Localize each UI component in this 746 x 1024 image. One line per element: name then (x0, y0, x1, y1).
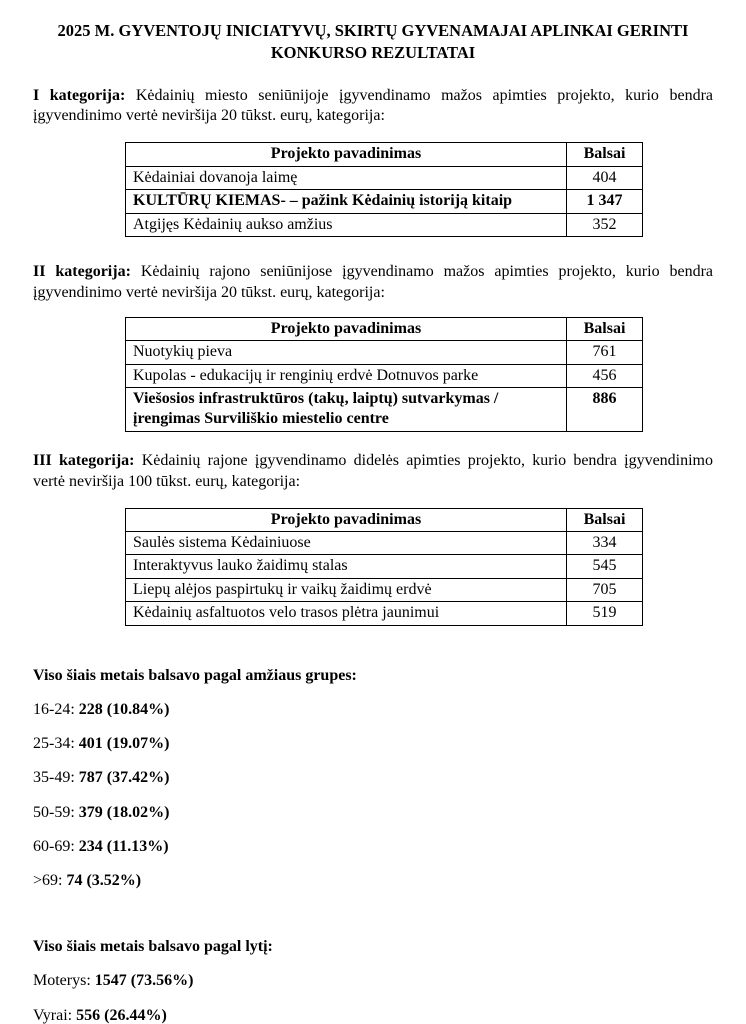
age-stat-label: 50-59: (33, 803, 75, 821)
project-name-cell: Saulės sistema Kėdainiuose (126, 532, 567, 555)
age-stat-value: 234 (11.13%) (78, 837, 169, 855)
table-row (126, 364, 643, 387)
votes-cell: 545 (567, 555, 643, 578)
section-2-paragraph (33, 262, 713, 304)
age-stat-value: 74 (3.52%) (66, 872, 142, 889)
project-name-cell: Kėdainiai dovanoja laimę (126, 166, 567, 189)
results-table-category-1 (125, 142, 643, 237)
table-row-winner (126, 388, 643, 432)
age-stats-heading: Viso šiais metais balsavo pagal amžiaus grupes: (33, 666, 357, 684)
table-row (126, 578, 643, 601)
table-header-row (126, 317, 643, 340)
column-header-votes: Balsai (567, 317, 643, 340)
gender-stat-label: Moterys: (33, 972, 91, 990)
section-2-label: II kategorija: (33, 263, 131, 280)
column-header-votes: Balsai (567, 508, 643, 531)
votes-cell: 705 (567, 578, 643, 601)
age-stat-value: 787 (37.42%) (78, 769, 170, 787)
gender-stat-value: 556 (26.44%) (76, 1006, 167, 1024)
votes-cell: 886 (567, 388, 643, 432)
gender-stats-heading: Viso šiais metais balsavo pagal lytį: (33, 938, 273, 956)
age-stat-label: >69: (33, 872, 63, 889)
age-stat-line-16-24 (33, 700, 713, 719)
section-1-text: Kėdainių miesto seniūnijoje įgyvendinamo mažos apimties projekto, kurio bendra įgyvendinimo vertė neviršija 20 tūkst. eurų, kategorija: (33, 86, 713, 125)
column-header-project-name: Projekto pavadinimas (126, 508, 567, 531)
results-table-category-3 (125, 508, 643, 626)
project-name-cell: Atgijęs Kėdainių aukso amžius (126, 213, 567, 236)
section-1-paragraph (33, 86, 713, 128)
column-header-project-name: Projekto pavadinimas (126, 317, 567, 340)
age-stat-value: 379 (18.02%) (78, 803, 170, 821)
age-stat-line-35-49 (33, 768, 713, 787)
votes-cell: 761 (567, 341, 643, 364)
votes-cell: 334 (567, 532, 643, 555)
votes-cell: 352 (567, 213, 643, 236)
project-name-cell: Viešosios infrastruktūros (takų, laiptų) sutvarkymas / įrengimas Surviliškio miestelio centre (126, 388, 567, 432)
age-stat-label: 60-69: (33, 837, 75, 855)
table-row-winner (126, 190, 643, 213)
gender-stat-value: 1547 (73.56%) (94, 972, 194, 990)
votes-cell: 456 (567, 364, 643, 387)
age-stat-label: 35-49: (33, 769, 75, 787)
project-name-cell: Interaktyvus lauko žaidimų stalas (126, 555, 567, 578)
section-2-text: Kėdainių rajono seniūnijose įgyvendinamo mažos apimties projekto, kurio bendra įgyvendinimo vertė neviršija 20 tūkst. eurų, kategorija: (33, 263, 714, 301)
table-row (126, 602, 643, 625)
votes-cell: 404 (567, 166, 643, 189)
age-stat-line-50-59 (33, 803, 713, 822)
gender-stat-line-men (33, 1006, 713, 1024)
age-stat-line-25-34 (33, 734, 713, 753)
table-row (126, 555, 643, 578)
project-name-cell: Liepų alėjos paspirtukų ir vaikų žaidimų erdvė (126, 578, 567, 601)
column-header-votes: Balsai (567, 143, 643, 166)
results-table-category-2 (125, 317, 643, 432)
column-header-project-name: Projekto pavadinimas (126, 143, 567, 166)
project-name-cell: Nuotykių pieva (126, 341, 567, 364)
votes-cell: 1 347 (567, 190, 643, 213)
table-row (126, 213, 643, 236)
project-name-cell: KULTŪRŲ KIEMAS- – pažink Kėdainių istoriją kitaip (126, 190, 567, 213)
table-header-row (126, 508, 643, 531)
section-3-label: III kategorija: (33, 451, 135, 469)
gender-stat-label: Vyrai: (33, 1006, 73, 1024)
age-stat-value: 401 (19.07%) (78, 735, 170, 753)
section-1-label: I kategorija: (33, 86, 126, 104)
age-stat-line-over-69 (33, 871, 713, 890)
table-header-row (126, 143, 643, 166)
age-stat-line-60-69 (33, 837, 713, 856)
age-stat-label: 16-24: (33, 701, 75, 719)
page-title: 2025 M. GYVENTOJŲ INICIATYVŲ, SKIRTŲ GYVENAMAJAI APLINKAI GERINTI KONKURSO REZULTATAI (57, 21, 689, 63)
table-row (126, 532, 643, 555)
age-stat-label: 25-34: (33, 735, 75, 753)
project-name-cell: Kėdainių asfaltuotos velo trasos plėtra jaunimui (126, 602, 567, 625)
project-name-cell: Kupolas - edukacijų ir renginių erdvė Dotnuvos parke (126, 364, 567, 387)
section-3-text: Kėdainių rajone įgyvendinamo didelės apimties projekto, kurio bendra įgyvendinimo vertė neviršija 100 tūkst. eurų, kategorija: (33, 451, 713, 490)
table-row (126, 166, 643, 189)
gender-stat-line-women (33, 971, 713, 990)
age-stat-value: 228 (10.84%) (78, 701, 170, 719)
table-row (126, 341, 643, 364)
section-3-paragraph (33, 451, 713, 493)
votes-cell: 519 (567, 602, 643, 625)
